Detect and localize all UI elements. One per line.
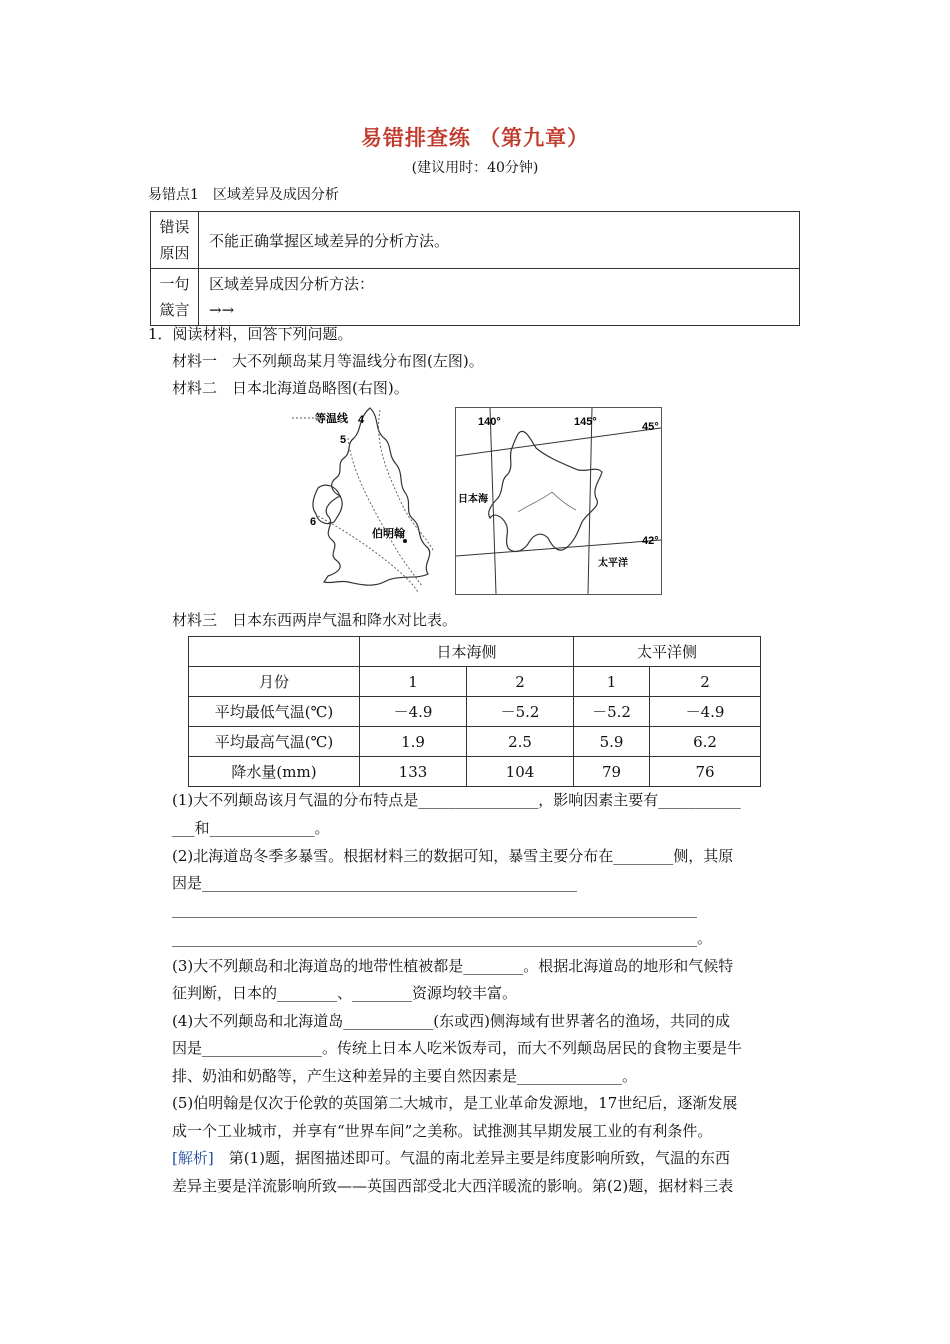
month-label: 月份 — [189, 667, 360, 697]
material-3: 材料三 日本东西两岸气温和降水对比表。 — [172, 611, 458, 629]
table-cell: －5.2 — [467, 697, 574, 727]
suggested-time: (建议用时：40分钟) — [411, 160, 539, 176]
birmingham-label: 伯明翰 — [372, 528, 405, 540]
britain-isotherm-map — [288, 404, 440, 596]
month-cell: 2 — [467, 667, 574, 697]
table-cell: 104 — [467, 757, 574, 787]
subquestion-3-line-2: 征判断，日本的________、________资源均较丰富。 — [172, 984, 518, 1002]
tip-error-cause-text: 不能正确掌握区域差异的分析方法。 — [199, 212, 800, 269]
table-cell: －5.2 — [574, 697, 650, 727]
longitude-140-label: 140° — [478, 416, 501, 428]
question-stem: 1．阅读材料，回答下列问题。 — [148, 325, 353, 343]
row-label: 平均最高气温(℃) — [189, 727, 360, 757]
subquestion-1-line-1: (1)大不列颠岛该月气温的分布特点是________________，影响因素主要有___________ — [172, 791, 741, 809]
page-title: 易错排查练 （第九章） — [360, 125, 590, 150]
material-2: 材料二 日本北海道岛略图(右图)。 — [172, 379, 409, 397]
table-cell: 1.9 — [360, 727, 467, 757]
subquestion-4-line-2: 因是________________。传统上日本人吃米饭寿司，而大不列颠岛居民的食物主要是牛 — [172, 1039, 743, 1057]
section-heading: 易错点1 区域差异及成因分析 — [148, 187, 339, 203]
material-1: 材料一 大不列颠岛某月等温线分布图(左图)。 — [172, 352, 484, 370]
row-label: 降水量(mm) — [189, 757, 360, 787]
longitude-145-label: 145° — [574, 416, 597, 428]
subquestion-4-line-1: (4)大不列颠岛和北海道岛____________(东或西)侧海域有世界著名的渔场，共同的成 — [172, 1012, 730, 1030]
isotherm-label-5: 5 — [340, 434, 347, 446]
subquestion-2-line-2: 因是__________________________________________________ — [172, 874, 578, 892]
table-cell: －4.9 — [360, 697, 467, 727]
tip-label-motto: 一句 箴言 — [151, 269, 199, 326]
latitude-45-label: 45° — [642, 421, 659, 433]
table-cell: 133 — [360, 757, 467, 787]
tip-label-error-cause: 错误 原因 — [151, 212, 199, 269]
climate-table — [188, 636, 761, 787]
header-sea-of-japan-side: 日本海侧 — [360, 637, 574, 667]
header-pacific-side: 太平洋侧 — [574, 637, 761, 667]
tip-motto-text: 区域差异成因分析方法： →→ — [199, 269, 800, 326]
pacific-ocean-label: 太平洋 — [598, 558, 628, 569]
table-row — [189, 727, 761, 757]
table-cell: 76 — [650, 757, 761, 787]
table-cell: 79 — [574, 757, 650, 787]
isotherm-label-6: 6 — [310, 516, 317, 528]
table-cell: 5.9 — [574, 727, 650, 757]
table-cell: 2.5 — [467, 727, 574, 757]
subquestion-2-line-1: (2)北海道岛冬季多暴雪。根据材料三的数据可知，暴雪主要分布在________侧，其原 — [172, 847, 734, 865]
isotherm-label-4: 4 — [358, 414, 365, 426]
row-label: 平均最低气温(℃) — [189, 697, 360, 727]
subquestion-1-line-2: ___和______________。 — [172, 819, 330, 837]
sea-of-japan-label: 日本海 — [458, 494, 488, 505]
table-row — [189, 757, 761, 787]
month-cell: 1 — [574, 667, 650, 697]
subquestion-3-line-1: (3)大不列颠岛和北海道岛的地带性植被都是________。根据北海道岛的地形和气候特 — [172, 957, 734, 975]
table-row — [189, 697, 761, 727]
table-cell: －4.9 — [650, 697, 761, 727]
isotherm-legend-label: 等温线 — [315, 413, 348, 425]
tip-box — [150, 211, 800, 326]
subquestion-5-line-1: (5)伯明翰是仅次于伦敦的英国第二大城市，是工业革命发源地，17世纪后，逐渐发展 — [172, 1094, 738, 1112]
hokkaido-map — [455, 407, 662, 595]
latitude-42-label: 42° — [642, 535, 659, 547]
month-cell: 1 — [360, 667, 467, 697]
analysis-tag: [解析] — [172, 1149, 214, 1167]
table-cell: 6.2 — [650, 727, 761, 757]
analysis-line-1: [解析] 第(1)题，据图描述即可。气温的南北差异主要是纬度影响所致，气温的东西 — [172, 1149, 730, 1167]
subquestion-2-line-3: ______________________________________________________________________ — [172, 900, 697, 918]
subquestion-2-line-4: ______________________________________________________________________。 — [172, 929, 713, 947]
subquestion-5-line-2: 成一个工业城市，并享有“世界车间”之美称。试推测其早期发展工业的有利条件。 — [172, 1122, 713, 1140]
analysis-line-2: 差异主要是洋流影响所致——英国西部受北大西洋暖流的影响。第(2)题，据材料三表 — [172, 1177, 734, 1195]
subquestion-4-line-3: 排、奶油和奶酪等，产生这种差异的主要自然因素是______________。 — [172, 1067, 638, 1085]
month-cell: 2 — [650, 667, 761, 697]
